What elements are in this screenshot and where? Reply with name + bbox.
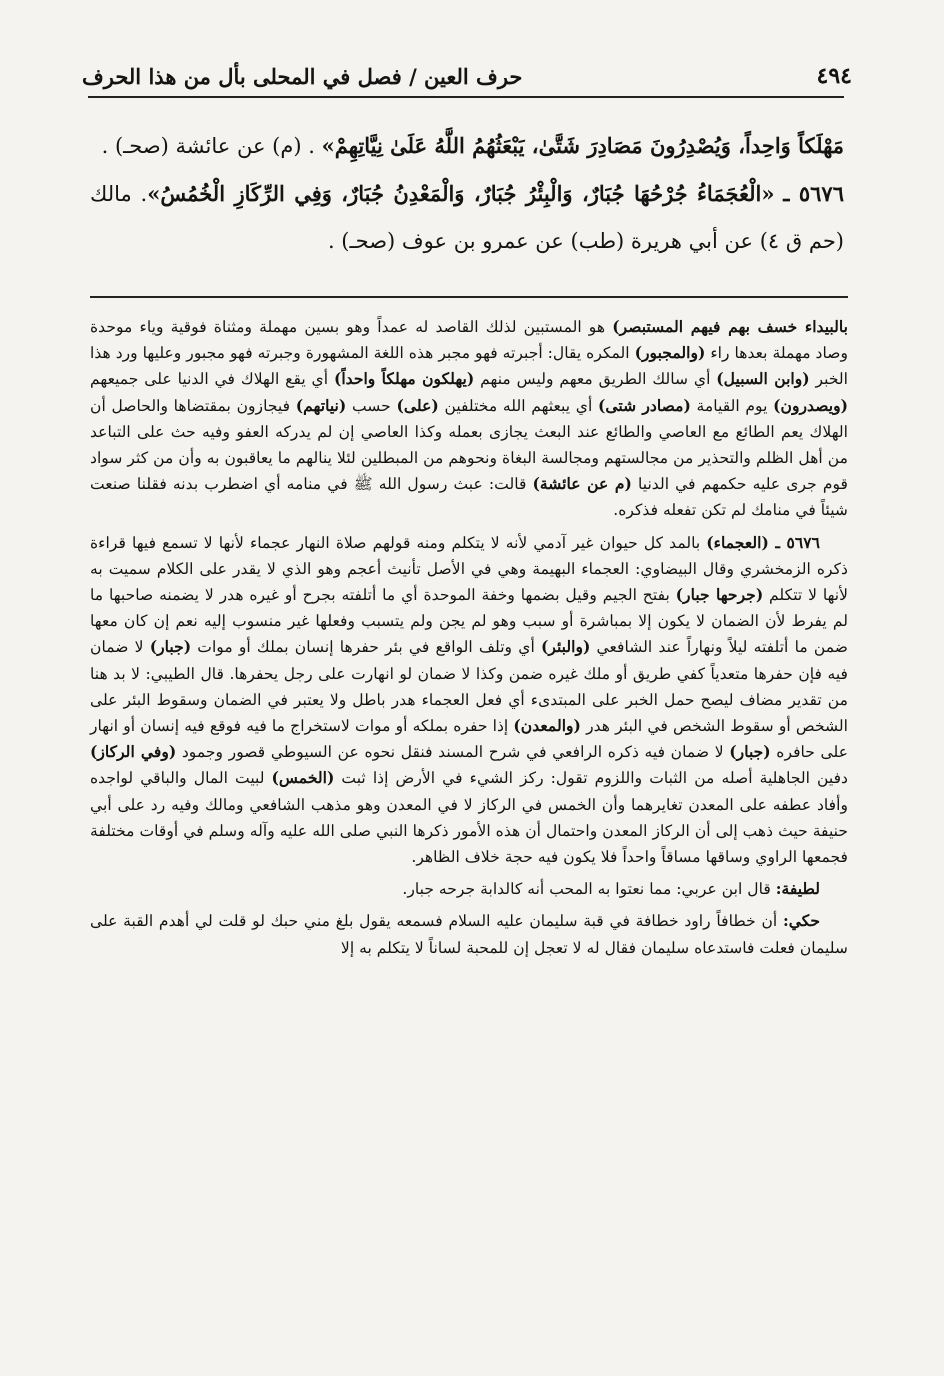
commentary-text: أي وتلف الواقع في بئر حفرها إنسان بملك أو موات — [191, 638, 541, 657]
commentary-text: هو المستبين لذلك القاصد له عمداً وهو بسين مهملة ومثناة فوقية وياء موحدة وصاد مهملة بعدها راء — [90, 318, 848, 363]
commentary-text: بفتح الجيم وقيل بضمها وخفة الموحدة أي ما أتلفته بجرح أو غيره هدر لا يضمنه صاحبها ما لم يفرط لأن الضمان لا يكون إلا بمباشرة أو سبب وهو لم يجن ولم يتسبب وفعلها غير منسوب إليه نعم إن كان معها ضمن ما أتلفته ليلاً ونهاراً عند الشافعي — [90, 586, 848, 657]
commentary-paragraph — [90, 530, 848, 871]
commentary-text: بالمد كل حيوان غير آدمي لأنه لا يتكلم ومنه قولهم صلاة النهار عجماء لأنها لا تسمع فيها قراءة ذكره الزمخشري وقال البيضاوي: العجماء البهيمة وهي في الأصل تأنيث أعجم وهو الذي لا يقدر على الكلام سميت به لأنها لا تتكلم — [90, 533, 849, 605]
commentary-paragraph — [90, 908, 848, 960]
commentary-text: أي يقع الهلاك في الدنيا على جميعهم — [90, 370, 334, 389]
commentary-text: لا ضمان فيه ذكره الرافعي في شرح المسند فنقل نحوه عن السيوطي قصور وجمود — [176, 743, 730, 762]
commentary-keyword: (جرحها جبار) — [675, 585, 764, 605]
commentary-text: دفين الجاهلية أصله من الثبات واللزوم تقول: ركز الشيء في الأرض إذا ثبت — [334, 769, 849, 788]
commentary-keyword: (والمعدن) — [513, 716, 581, 736]
commentary-keyword: (والبئر) — [540, 637, 591, 657]
commentary-text: لبيت المال والباقي لواجده وأفاد عطفه على المعدن تغايرهما وأن الخمس في الركاز لا في المعدن وهو مذهب الشافعي ومالك وفيه رد على أبي حنيفة حيث ذهب إلى أن الركاز المعدن واحتمال أن هذه الأمور ذكرها النبي صلى الله عليه وآله وسلم في أوقات مختلفة فجمعها الراوي وساقها مساقاً واحداً فلا يكون فيه حجة خلاف الظاهر. — [90, 769, 848, 867]
commentary-keyword: (وابن السبيل) — [716, 369, 810, 389]
page-header — [82, 58, 852, 94]
commentary-text: أي سالك الطريق معهم وليس منهم — [474, 370, 717, 389]
commentary-keyword: (جبار) — [149, 637, 192, 657]
commentary-text: قالت: عبث رسول الله ﷺ في منامه أي اضطرب بدنه فقلنا صنعت شيئاً في منامك لم تكن تفعله فذكره. — [90, 475, 848, 520]
commentary-paragraph — [90, 876, 848, 902]
commentary-text: إذا حفره بملكه أو موات لاستخراج ما فيه فوقع فيه إنسان أو انهار على حافره — [90, 717, 849, 762]
commentary-keyword: (والمجبور) — [634, 343, 706, 363]
commentary-text: حسب — [346, 396, 397, 415]
commentary-keyword: (يهلكون مهلكاً واحداً) — [333, 369, 475, 389]
commentary-section — [90, 314, 848, 967]
commentary-keyword: (الخمس) — [271, 768, 335, 788]
commentary-keyword: (نياتهم) — [295, 395, 347, 415]
hadith-text-section — [90, 122, 844, 265]
commentary-keyword: (مصادر شتى) — [598, 395, 691, 415]
commentary-keyword: بالبيداء خسف بهم فيهم المستبصر) — [612, 317, 848, 336]
commentary-keyword: ٥٦٧٦ ـ (العجماء) — [706, 532, 820, 552]
commentary-text: فيجازون بمقتضاها والحاصل أن الهلاك يعم الطائع مع العاصي والطائع عند البعث يجازى بعمله وكذا العاصي إن لم يدركه العفو وفيه حث على التباعد من أهل الظلم والتحذير من مجالستهم ومجالسة البغاة ونحوهم من المبطلين لئلا ينالهم ما يعاقبون به وأن من كثر سواد قوم جرى عليه حكمهم في الدنيا — [90, 396, 848, 494]
commentary-keyword: (م عن عائشة) — [532, 474, 632, 494]
page-number: ٤٩٤ — [816, 63, 852, 89]
commentary-paragraph — [90, 314, 848, 524]
commentary-text: المكره يقال: أجبرته فهو مجبر هذه اللغة المشهورة وجبرته فهو مجبور وعليها ورد هذا الخبر — [90, 344, 849, 389]
hadith-continuation — [90, 122, 844, 170]
hadith-quote: «الْعُجَمَاءُ جُرْحُهَا جُبَارٌ، وَالْبِئْرُ جُبَارٌ، وَالْمَعْدِنُ جُبَارٌ، وَفِي الرِّكَازِ الْخُمُسُ» — [147, 181, 775, 206]
commentary-text: قال ابن عربي: مما نعتوا به المحب أنه كالدابة جرحه جبار. — [402, 880, 776, 899]
commentary-text: لا ضمان فيه فإن حفرها متعدياً كفي طريق أو ملك غيره ضمن وكذا لا ضمان لو انهارت على رجل يحفرها. قال الطيبي: لا بد هنا من تقدير مضاف ليصح حمل الخبر على المبتدىء أي فعل العجماء هدر باطل ولا يعتبر في الضمان وسقوط البئر على الشخص أو سقوط الشخص في البئر هدر — [90, 638, 848, 736]
hadith-number: ٥٦٧٦ ـ — [783, 181, 844, 206]
hadith-entry — [90, 170, 844, 265]
commentary-label: لطيفة: — [775, 879, 820, 899]
commentary-keyword: (ويصدرون) — [773, 395, 849, 415]
commentary-label: حكي: — [782, 911, 820, 931]
commentary-text: أي يبعثهم الله مختلفين — [438, 396, 599, 415]
commentary-text: أن خطافاً راود خطافة في قبة سليمان عليه السلام فسمعه يقول بلغ مني حبك لو قلت لي أهدم القبة على سليمان فعلت فاستدعاه سليمان فقال له لا تعجل إن للمحبة لساناً لا يتكلم به إلا — [90, 912, 848, 957]
running-title: حرف العين / فصل في المحلى بأل من هذا الحرف — [82, 63, 523, 89]
hadith-source: . (م) عن عائشة (صحـ) . — [101, 134, 315, 158]
hadith-quote: مَهْلَكاً وَاحِداً، وَيُصْدِرُونَ مَصَادِرَ شَتَّىٰ، يَبْعَثُهُمُ اللَّهُ عَلَىٰ نِيَّاتِهِمْ» — [321, 133, 844, 158]
footnote-separator — [90, 296, 848, 298]
hadith-source: . مالك (حم ق ٤) عن أبي هريرة (طب) عن عمرو بن عوف (صحـ) . — [90, 182, 844, 253]
commentary-text: يوم القيامة — [690, 396, 774, 415]
commentary-keyword: (جبار) — [729, 742, 771, 762]
commentary-keyword: (وفي الركاز) — [90, 742, 177, 762]
commentary-keyword: (على) — [396, 395, 439, 415]
header-rule — [88, 96, 844, 98]
